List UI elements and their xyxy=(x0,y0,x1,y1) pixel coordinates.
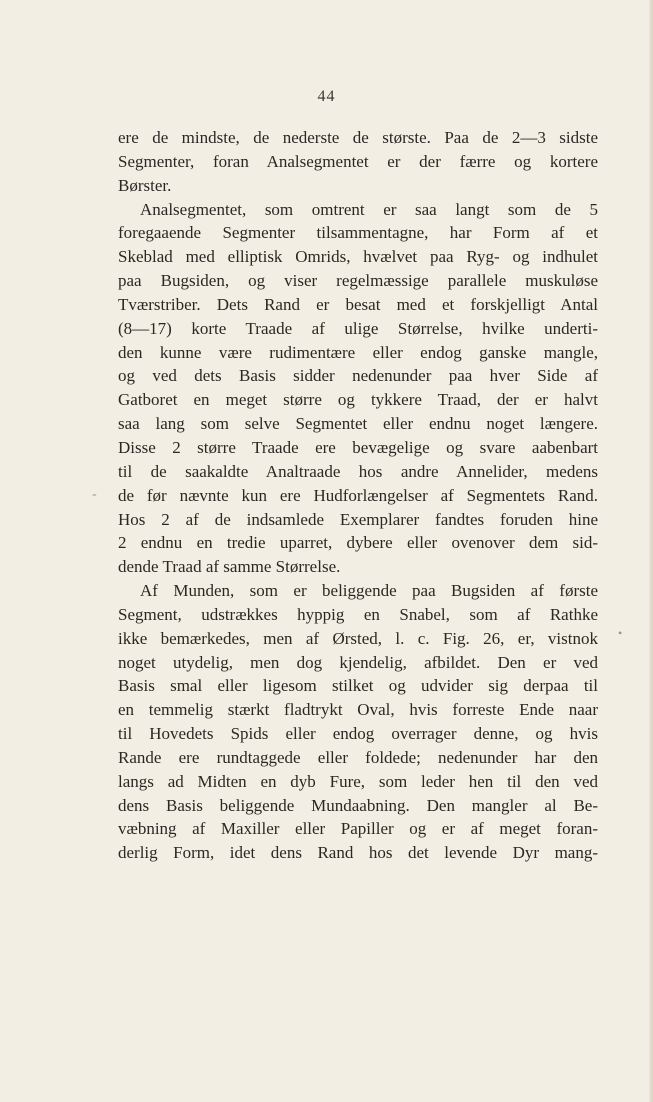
text-line: dende Traad af samme Størrelse. xyxy=(118,557,341,577)
text-line: til Hovedets Spids eller endog overrager denne, og hvis xyxy=(118,724,598,744)
page-number: 44 xyxy=(317,88,336,105)
text-line: Rande ere rundtaggede eller foldede; nedenunder har den xyxy=(118,747,598,767)
text-line: den kunne være rudimentære eller endog ganske mangle, xyxy=(118,342,598,362)
text-line: Analsegmentet, som omtrent er saa langt som de 5 xyxy=(140,199,598,219)
text-line: ere de mindste, de nederste de største. Paa de 2—3 sidste xyxy=(118,128,598,147)
text-line: Af Munden, som er beliggende paa Bugsiden af første xyxy=(140,581,598,601)
text-line: noget utydelig, men dog kjendelig, afbildet. Den er ved xyxy=(118,652,598,672)
text-line: paa Bugsiden, og viser regelmæssige parallele muskuløse xyxy=(118,271,598,291)
margin-mark-right: • xyxy=(618,626,623,640)
text-line: Gatboret en meget større og tykkere Traad, der er halvt xyxy=(118,390,598,410)
text-line: derlig Form, idet dens Rand hos det levende Dyr mang- xyxy=(118,843,598,863)
text-line: væbning af Maxiller eller Papiller og er af meget foran- xyxy=(118,819,598,839)
body-text xyxy=(118,126,598,865)
text-line: til de saakaldte Analtraade hos andre Annelider, medens xyxy=(118,461,598,481)
page-edge xyxy=(649,0,653,1102)
text-line: en temmelig stærkt fladtrykt Oval, hvis forreste Ende naar xyxy=(118,700,598,720)
text-line: Børster. xyxy=(118,175,172,195)
text-line: dens Basis beliggende Mundaabning. Den mangler al Be- xyxy=(118,795,598,815)
text-line: Hos 2 af de indsamlede Exemplarer fandtes foruden hine xyxy=(118,509,598,529)
text-line: foregaaende Segmenter tilsammentagne, har Form af et xyxy=(118,223,598,243)
text-line: Tværstriber. Dets Rand er besat med et forskjelligt Antal xyxy=(118,294,598,314)
text-line: Basis smal eller ligesom stilket og udvider sig derpaa til xyxy=(118,676,598,696)
text-line: og ved dets Basis sidder nedenunder paa hver Side af xyxy=(118,366,598,386)
text-line: (8—17) korte Traade af ulige Størrelse, hvilke underti- xyxy=(118,318,598,338)
text-line: ikke bemærkedes, men af Ørsted, l. c. Fig. 26, er, vistnok xyxy=(118,628,598,648)
text-line: 2 endnu en tredie uparret, dybere eller ovenover dem sid- xyxy=(118,533,598,553)
text-line: Segment, udstrækkes hyppig en Snabel, som af Rathke xyxy=(118,604,598,624)
margin-mark-left: - xyxy=(92,487,97,502)
text-line: de før nævnte kun ere Hudforlængelser af Segmentets Rand. xyxy=(118,485,598,505)
text-line: Segmenter, foran Analsegmentet er der færre og kortere xyxy=(118,151,598,171)
text-line: langs ad Midten en dyb Fure, som leder hen til den ved xyxy=(118,771,598,791)
text-line: saa lang som selve Segmentet eller endnu noget længere. xyxy=(118,414,598,434)
text-line: Skeblad med elliptisk Omrids, hvælvet paa Ryg- og indhulet xyxy=(118,247,598,267)
text-line: Disse 2 større Traade ere bevægelige og svare aabenbart xyxy=(118,437,598,457)
